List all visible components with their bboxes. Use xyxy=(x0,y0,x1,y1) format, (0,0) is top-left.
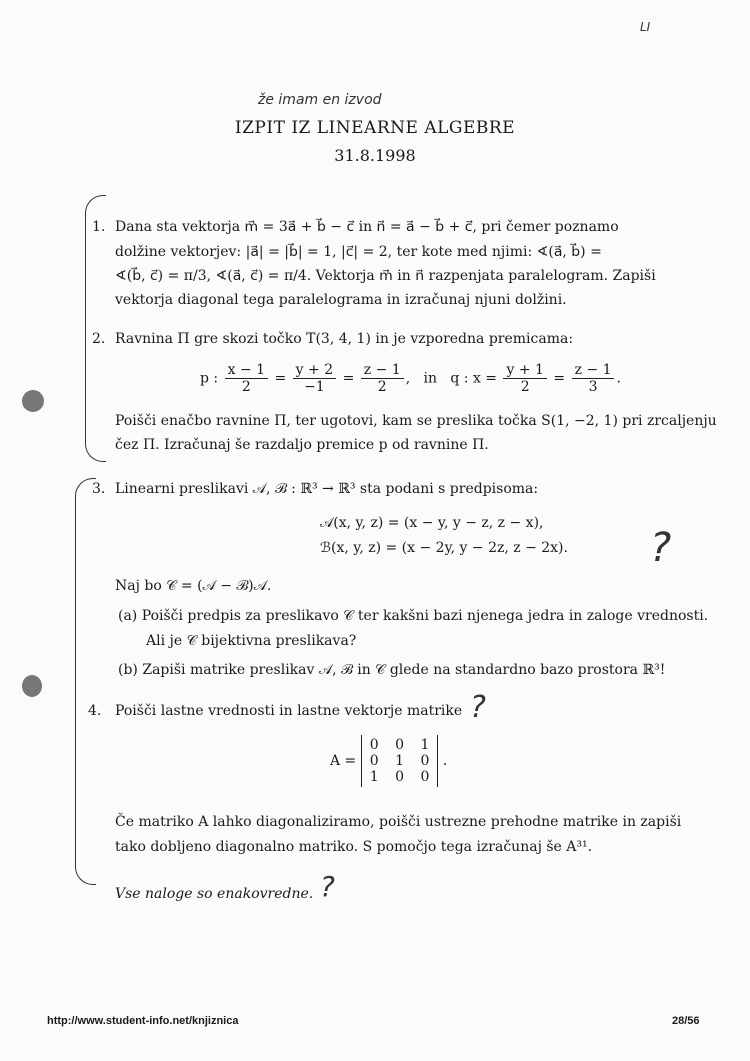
fraction xyxy=(361,362,404,395)
problem-number: 2. xyxy=(92,331,106,347)
corner-note: LI xyxy=(640,20,651,34)
problem-1-line: dolžine vektorjev: |a⃗| = |b⃗| = 1, |c⃗| = 2, ter kote med njimi: ∢(a⃗, b⃗) = xyxy=(115,244,602,260)
exam-title: IZPIT IZ LINEARNE ALGEBRE xyxy=(234,118,516,138)
problem-2-line: čez Π. Izračunaj še razdaljo premice p od ravnine Π. xyxy=(115,437,489,453)
matrix-cell: 0 xyxy=(369,753,379,769)
part-a-cont: Ali je 𝒞 bijektivna preslikava? xyxy=(146,633,357,649)
part-a: (a) Poišči predpis za preslikavo 𝒞 ter kakšni bazi njenega jedra in zaloge vrednosti. xyxy=(118,608,709,624)
question-mark: ? xyxy=(470,690,486,725)
problem-4-intro: Poišči lastne vrednosti in lastne vektorje matrike xyxy=(115,703,463,719)
matrix-cell: 0 xyxy=(420,769,430,785)
problem-4-line: tako dobljeno diagonalno matriko. S pomočjo tega izračunaj še A³¹. xyxy=(115,839,593,855)
eq-den: 2 xyxy=(377,379,387,395)
eq-label: q : x = xyxy=(450,370,498,387)
map-b-def: ℬ(x, y, z) = (x − 2y, y − 2z, z − 2x). xyxy=(320,540,568,556)
question-mark: ? xyxy=(650,525,672,571)
eq-den: 2 xyxy=(241,379,251,395)
page-number: 28/56 xyxy=(672,1015,700,1027)
question-mark: ? xyxy=(320,870,335,903)
bracket-mark xyxy=(75,478,96,885)
problem-number: 4. xyxy=(88,703,102,719)
map-c-def: Naj bo 𝒞 = (𝒜 − ℬ)𝒜. xyxy=(115,578,272,594)
matrix-cell: 1 xyxy=(369,769,379,785)
eq-num: z − 1 xyxy=(572,362,615,379)
punch-hole xyxy=(22,675,42,697)
problem-2-line: Poišči enačbo ravnine Π, ter ugotovi, kam se preslika točka S(1, −2, 1) pri zrcaljenju xyxy=(115,413,717,429)
matrix-label: A = xyxy=(330,753,357,769)
closing-note: Vse naloge so enakovredne. xyxy=(115,886,314,902)
eq-den: 3 xyxy=(588,379,598,395)
eq-conj: in xyxy=(423,370,437,387)
matrix-cell: 1 xyxy=(395,753,405,769)
matrix-body xyxy=(361,735,439,787)
fraction xyxy=(225,362,268,395)
map-a-def: 𝒜(x, y, z) = (x − y, y − z, z − x), xyxy=(320,515,544,531)
punch-hole xyxy=(22,390,44,412)
problem-1-line: ∢(b⃗, c⃗) = π/3, ∢(a⃗, c⃗) = π/4. Vektorja m⃗ in n⃗ razpenjata paralelogram. Zapiši xyxy=(115,268,656,284)
matrix-cell: 1 xyxy=(420,737,430,753)
eq-num: y + 2 xyxy=(293,362,336,379)
problem-3-intro: Linearni preslikavi 𝒜, ℬ : ℝ³ → ℝ³ sta podani s predpisoma: xyxy=(115,481,539,497)
problem-2-intro: Ravnina Π gre skozi točko T(3, 4, 1) in je vzporedna premicama: xyxy=(115,331,574,347)
matrix-cell: 0 xyxy=(420,753,430,769)
problem-4-line: Če matriko A lahko diagonaliziramo, poišči ustrezne prehodne matrike in zapiši xyxy=(115,814,682,830)
part-b: (b) Zapiši matrike preslikav 𝒜, ℬ in 𝒞 glede na standardno bazo prostora ℝ³! xyxy=(118,662,666,678)
matrix-cell: 0 xyxy=(395,769,405,785)
line-equations: p : $\frac{x - 1}{2}$ = $\frac{y + 2}{-1}$ = $\frac{z - 1}{2}$ , in q : x = $\frac{y + 1}{2}$ = $\frac{z - 1}{3}$ . xyxy=(200,362,621,395)
fraction xyxy=(293,362,336,395)
eq-num: z − 1 xyxy=(361,362,404,379)
exam-date: 31.8.1998 xyxy=(334,146,416,165)
fraction xyxy=(503,362,546,395)
eq-num: x − 1 xyxy=(225,362,268,379)
matrix-cell: 0 xyxy=(395,737,405,753)
problem-number: 1. xyxy=(92,219,106,235)
fraction xyxy=(572,362,615,395)
eq-num: y + 1 xyxy=(503,362,546,379)
eq-label: p : xyxy=(200,370,219,387)
matrix-a: A = 0 0 1 0 1 0 1 0 0 . xyxy=(330,737,448,785)
matrix-cell: 0 xyxy=(369,737,379,753)
eq-den: −1 xyxy=(304,379,325,395)
problem-1-line: Dana sta vektorja m⃗ = 3a⃗ + b⃗ − c⃗ in n⃗ = a⃗ − b⃗ + c⃗, pri čemer poznamo xyxy=(115,219,619,235)
footer-url[interactable]: http://www.student-info.net/knjiznica xyxy=(47,1015,239,1027)
handwritten-note: že imam en izvod xyxy=(258,92,382,108)
problem-1-line: vektorja diagonal tega paralelograma in izračunaj njuni dolžini. xyxy=(115,292,567,308)
problem-number: 3. xyxy=(92,481,106,497)
eq-den: 2 xyxy=(520,379,530,395)
bracket-mark xyxy=(85,195,106,462)
